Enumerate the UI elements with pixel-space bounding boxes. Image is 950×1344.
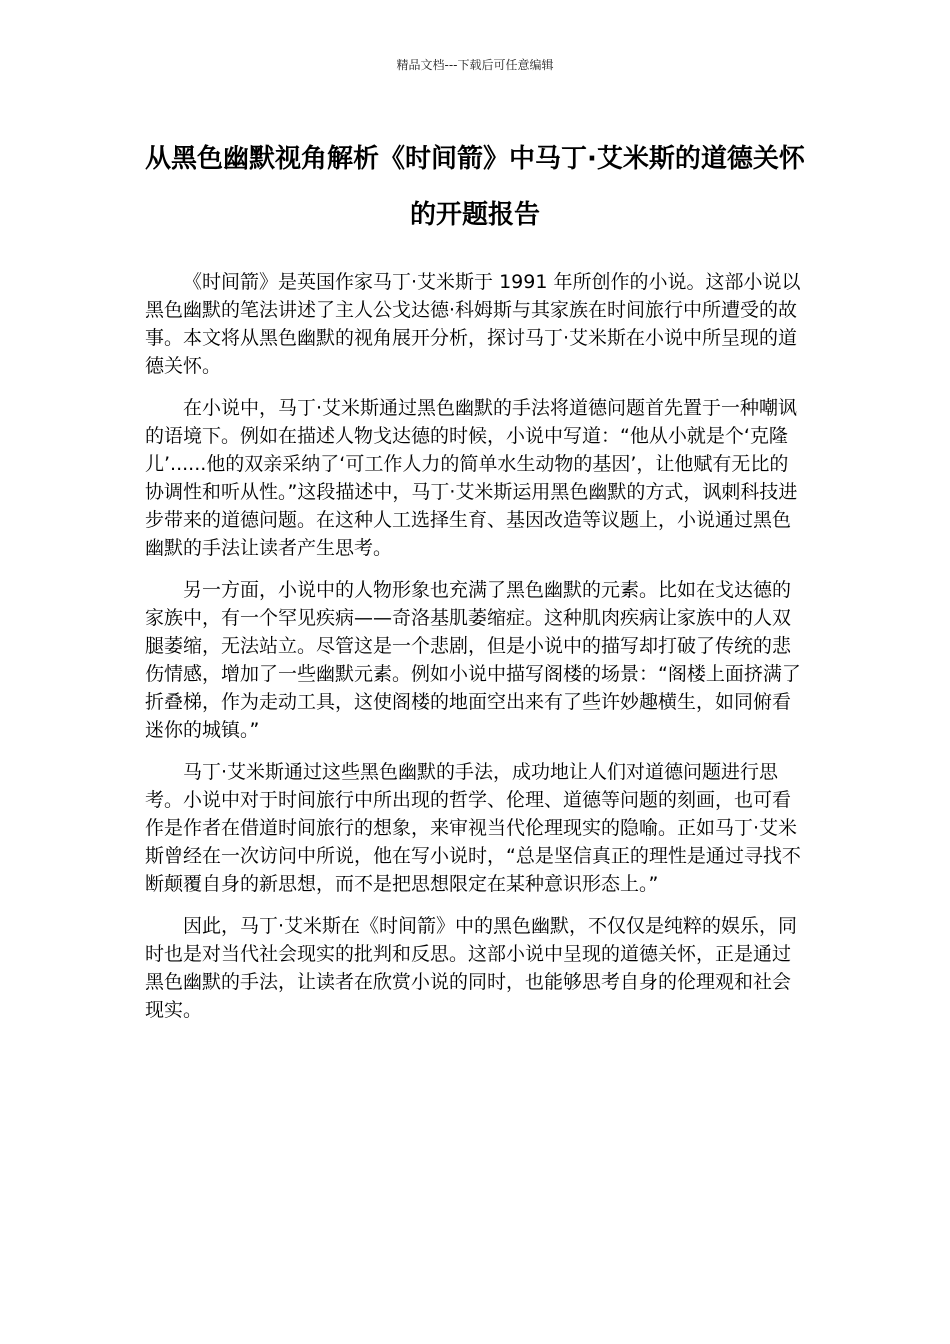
paragraph-5: 因此，马丁·艾米斯在《时间箭》中的黑色幽默，不仅仅是纯粹的娱乐，同时也是对当代社会现实的批判和反思。这部小说中呈现的道德关怀，正是通过黑色幽默的手法，让读者在欣赏小说的同时，也能够思考自身的伦理观和社会现实。 [145, 915, 798, 1021]
paragraph-4: 马丁·艾米斯通过这些黑色幽默的手法，成功地让人们对道德问题进行思考。小说中对于时间旅行中所出现的哲学、伦理、道德等问题的刻画，也可看作是作者在借道时间旅行的想象，来审视当代伦理现实的隐喻。正如马丁·艾米斯曾经在一次访问中所说，他在写小说时，“总是坚信真正的理性是通过寻找不断颠覆自身的新思想，而不是把思想限定在某种意识形态上。” [145, 761, 801, 895]
document-body [145, 268, 801, 1038]
header-note: 精品文档---下载后可任意编辑 [396, 58, 554, 72]
paragraph-3: 另一方面，小说中的人物形象也充满了黑色幽默的元素。比如在戈达德的家族中，有一个罕见疾病——奇洛基肌萎缩症。这种肌肉疾病让家族中的人双腿萎缩，无法站立。尽管这是一个悲剧，但是小说中的描写却打破了传统的悲伤情感，增加了一些幽默元素。例如小说中描写阁楼的场景：“阁楼上面挤满了折叠梯，作为走动工具，这使阁楼的地面空出来有了些许妙趣横生，如同俯看迷你的城镇。” [145, 579, 801, 741]
paragraph-1: 《时间箭》是英国作家马丁·艾米斯于 1991 年所创作的小说。这部小说以黑色幽默的笔法讲述了主人公戈达德·科姆斯与其家族在时间旅行中所遭受的故事。本文将从黑色幽默的视角展开分析，探讨马丁·艾米斯在小说中所呈现的道德关怀。 [145, 271, 801, 377]
paragraph-2: 在小说中，马丁·艾米斯通过黑色幽默的手法将道德问题首先置于一种嘲讽的语境下。例如在描述人物戈达德的时候，小说中写道：“他从小就是个‘克隆儿’......他的双亲采纳了‘可工作人力的简单水生动物的基因’，让他赋有无比的协调性和听从性。”这段描述中，马丁·艾米斯运用黑色幽默的方式，讽刺科技进步带来的道德问题。在这种人工选择生育、基因改造等议题上，小说通过黑色幽默的手法让读者产生思考。 [145, 397, 798, 559]
document-title: 从黑色幽默视角解析《时间箭》中马丁·艾米斯的道德关怀的开题报告 [145, 144, 805, 230]
